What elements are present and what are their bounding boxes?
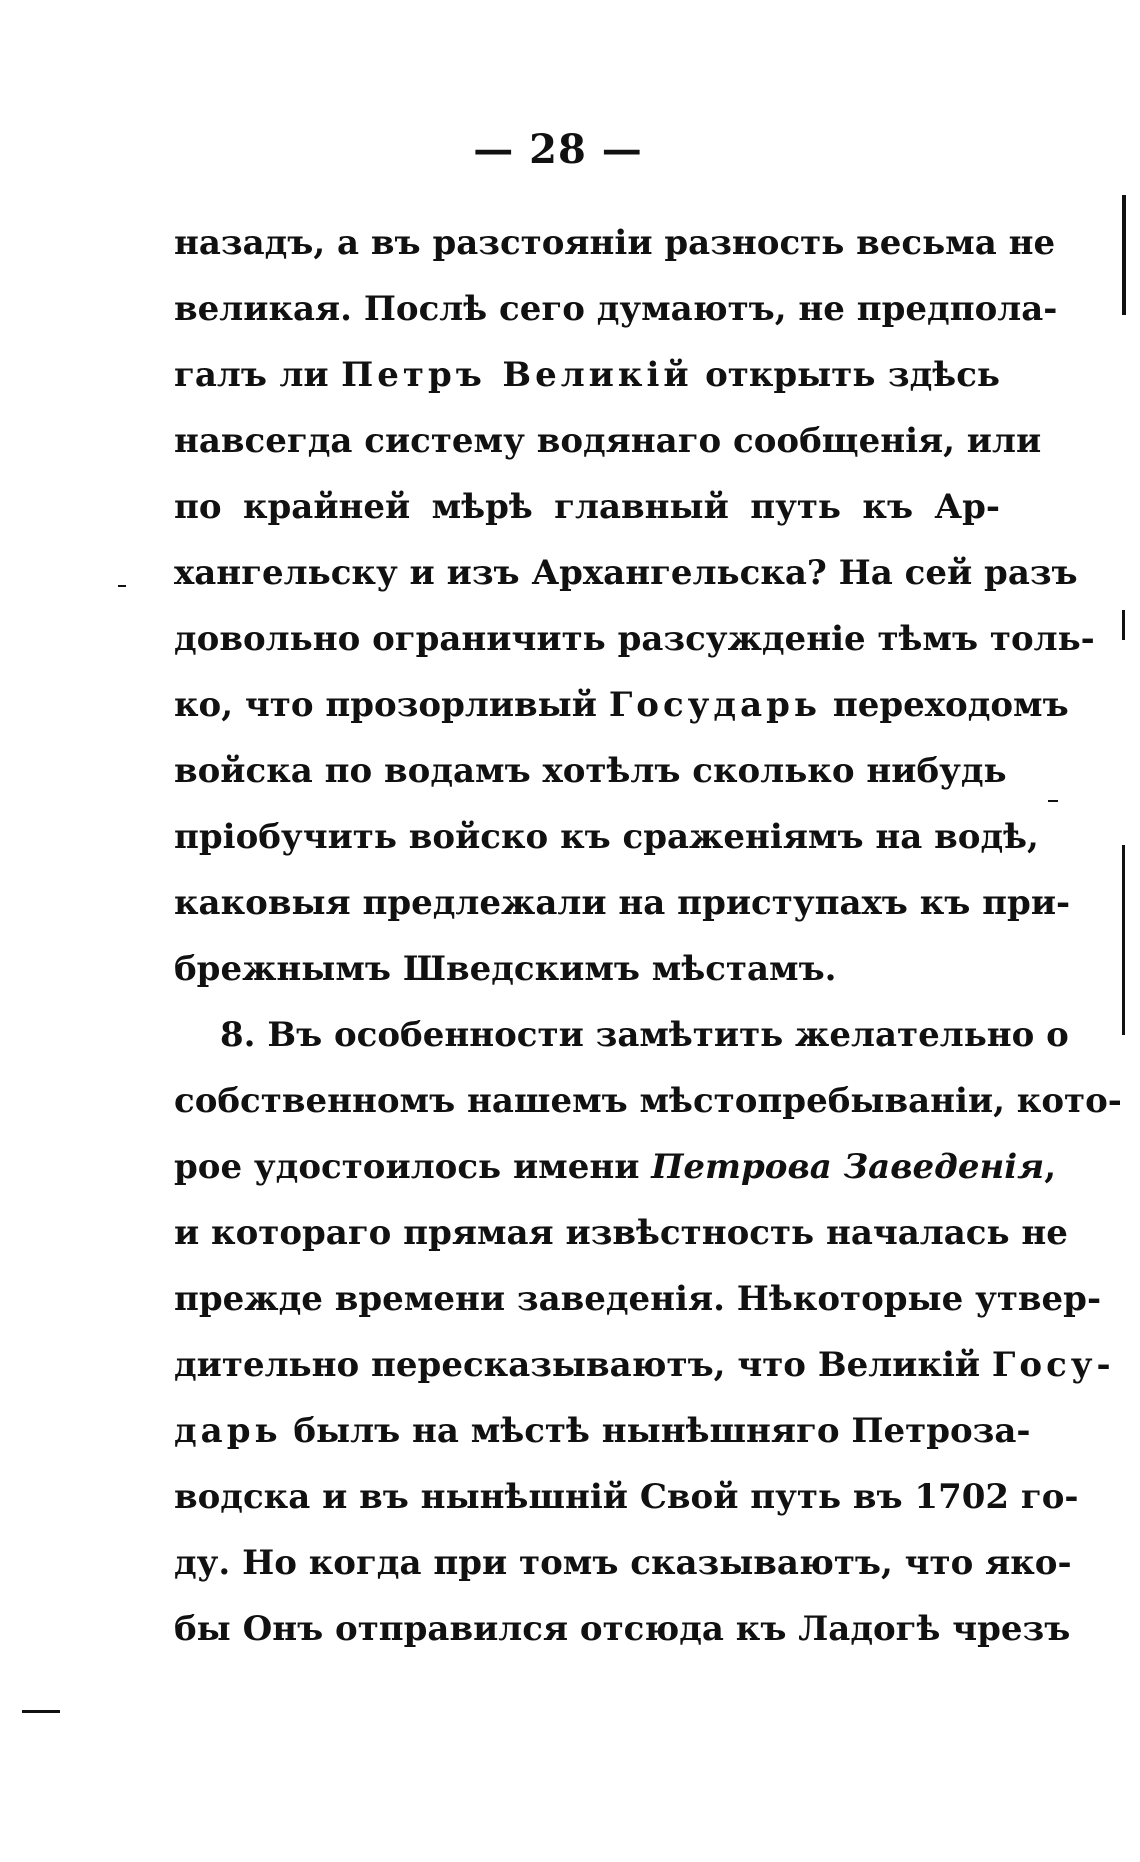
line-segment: дительно пересказываютъ, что Великій [174, 1345, 992, 1385]
paragraph-start-line: 8. Въ особенности замѣтить желательно о [220, 1015, 1069, 1055]
line-segment: , [1044, 1147, 1057, 1187]
spaced-title: Госу- [991, 1345, 1115, 1385]
text-line [174, 1398, 1031, 1464]
line-segment: открыть здѣсь [692, 355, 1000, 395]
text-line: собственномъ нашемъ мѣстопребываніи, кото- [174, 1081, 1122, 1121]
text-line: водска и въ нынѣшній Свой путь въ 1702 го- [174, 1477, 1079, 1517]
line-segment: переходомъ [820, 685, 1069, 725]
text-line: великая. Послѣ сего думаютъ, не предпола- [174, 289, 1058, 329]
text-line: довольно ограничить разсужденіе тѣмъ толь- [174, 619, 1095, 659]
text-line [174, 672, 1069, 738]
spaced-name: Петръ Великій [341, 355, 693, 395]
text-line: назадъ, а въ разстояніи разность весьма не [174, 223, 1056, 263]
line-segment: галъ ли [174, 355, 342, 395]
text-line: и котораго прямая извѣстность началась не [174, 1213, 1068, 1253]
spaced-title: дарь [174, 1411, 282, 1451]
text-line [174, 1134, 1057, 1200]
text-line: каковыя предлежали на приступахъ къ при- [174, 883, 1071, 923]
italic-name: Петрова Заведенія [651, 1147, 1045, 1187]
body-text [174, 210, 1122, 1662]
scan-speck [22, 1710, 60, 1713]
text-line: хангельску и изъ Архангельска? На сей разъ [174, 553, 1078, 593]
text-line: пріобучить войско къ сраженіямъ на водѣ, [174, 817, 1039, 857]
text-line: прежде времени заведенія. Нѣкоторые утвер- [174, 1279, 1102, 1319]
page-number: — 28 — [473, 126, 643, 173]
line-segment: рое удостоилось имени [174, 1147, 652, 1187]
spaced-title: Государь [608, 685, 821, 725]
text-line: навсегда систему водянаго сообщенія, или [174, 421, 1042, 461]
text-line: по крайней мѣрѣ главный путь къ Ар- [174, 487, 1000, 527]
scan-edge-line [1122, 845, 1125, 1035]
text-line [174, 1332, 1115, 1398]
scan-speck [118, 585, 126, 587]
line-segment: былъ на мѣстѣ нынѣшняго Петроза- [281, 1411, 1031, 1451]
scan-edge-line [1122, 195, 1126, 315]
text-line: ду. Но когда при томъ сказываютъ, что яко- [174, 1543, 1072, 1583]
scan-edge-line [1122, 610, 1125, 640]
text-line: войска по водамъ хотѣлъ сколько нибудь [174, 751, 1007, 791]
scan-speck [1048, 800, 1058, 802]
line-segment: ко, что прозорливый [174, 685, 609, 725]
text-line: бы Онъ отправился отсюда къ Ладогѣ чрезъ [174, 1609, 1071, 1649]
text-line [174, 342, 1000, 408]
text-line: брежнымъ Шведскимъ мѣстамъ. [174, 949, 837, 989]
